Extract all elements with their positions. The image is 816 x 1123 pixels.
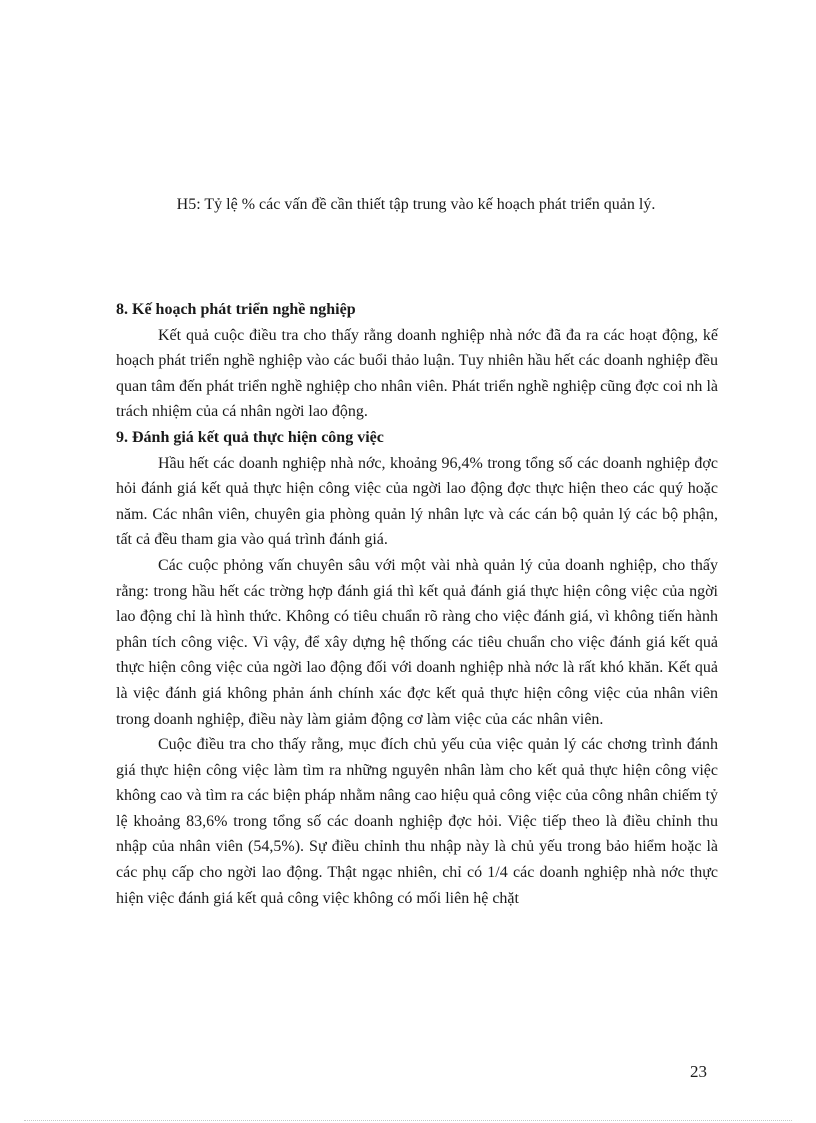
- paragraph: Các cuộc phỏng vấn chuyên sâu với một vài nhà quản lý của doanh nghiệp, cho thấy rằng: trong hầu hết các trờng hợp đánh giá thì kết quả đánh giá thực hiện công việc của ngời lao động chỉ là hình thức. Không có tiêu chuẩn rõ ràng cho việc đánh giá, vì không tiến hành phân tích công việc. Vì vậy, để xây dựng hệ thống các tiêu chuẩn cho việc đánh giá kết quả thực hiện công việc của ngời lao động đối với doanh nghiệp nhà nớc là rất khó khăn. Kết quả là việc đánh giá không phản ánh chính xác đợc kết quả thực hiện công việc của nhân viên trong doanh nghiệp, điều này làm giảm động cơ làm việc của các nhân viên.: [116, 556, 718, 728]
- section-heading-career-development: 8. Kế hoạch phát triển nghề nghiệp: [116, 301, 356, 318]
- paragraph: Cuộc điều tra cho thấy rằng, mục đích chủ yếu của việc quản lý các chơng trình đánh giá thực hiện công việc làm tìm ra những nguyên nhân làm cho kết quả thực hiện công việc không cao và tìm ra các biện pháp nhằm nâng cao hiệu quả công việc của công nhân chiếm tỷ lệ khoảng 83,6% trong tổng số các doanh nghiệp đợc hỏi. Việc tiếp theo là điều chỉnh thu nhập của nhân viên (54,5%). Sự điều chỉnh thu nhập này là chủ yếu trong bảo hiểm hoặc là các phụ cấp cho ngời lao động. Thật ngạc nhiên, chỉ có 1/4 các doanh nghiệp nhà nớc thực hiện việc đánh giá kết quả công việc không có mối liên hệ chặt: [116, 736, 718, 907]
- section-heading-performance-evaluation: 9. Đánh giá kết quả thực hiện công việc: [116, 428, 384, 446]
- paragraph: Hầu hết các doanh nghiệp nhà nớc, khoảng 96,4% trong tổng số các doanh nghiệp đợc hỏi đánh giá kết quả thực hiện công việc của ngời lao động đợc thực hiện theo các quý hoặc năm. Các nhân viên, chuyên gia phòng quản lý nhân lực và các cán bộ quản lý các bộ phận, tất cả đều tham gia vào quá trình đánh giá.: [116, 454, 718, 549]
- paragraph: Kết quả cuộc điều tra cho thấy rằng doanh nghiệp nhà nớc đã đa ra các hoạt động, kế hoạch phát triển nghề nghiệp vào các buổi thảo luận. Tuy nhiên hầu hết các doanh nghiệp đều quan tâm đến phát triển nghề nghiệp cho nhân viên. Phát triển nghề nghiệp cũng đợc coi nh là trách nhiệm của cá nhân ngời lao động.: [116, 326, 718, 421]
- figure-caption: H5: Tỷ lệ % các vấn đề cần thiết tập trung vào kế hoạch phát triển quản lý.: [176, 196, 656, 213]
- page-number: 23: [690, 1062, 707, 1081]
- page-bottom-divider: [24, 1120, 792, 1121]
- body-content: [116, 297, 718, 911]
